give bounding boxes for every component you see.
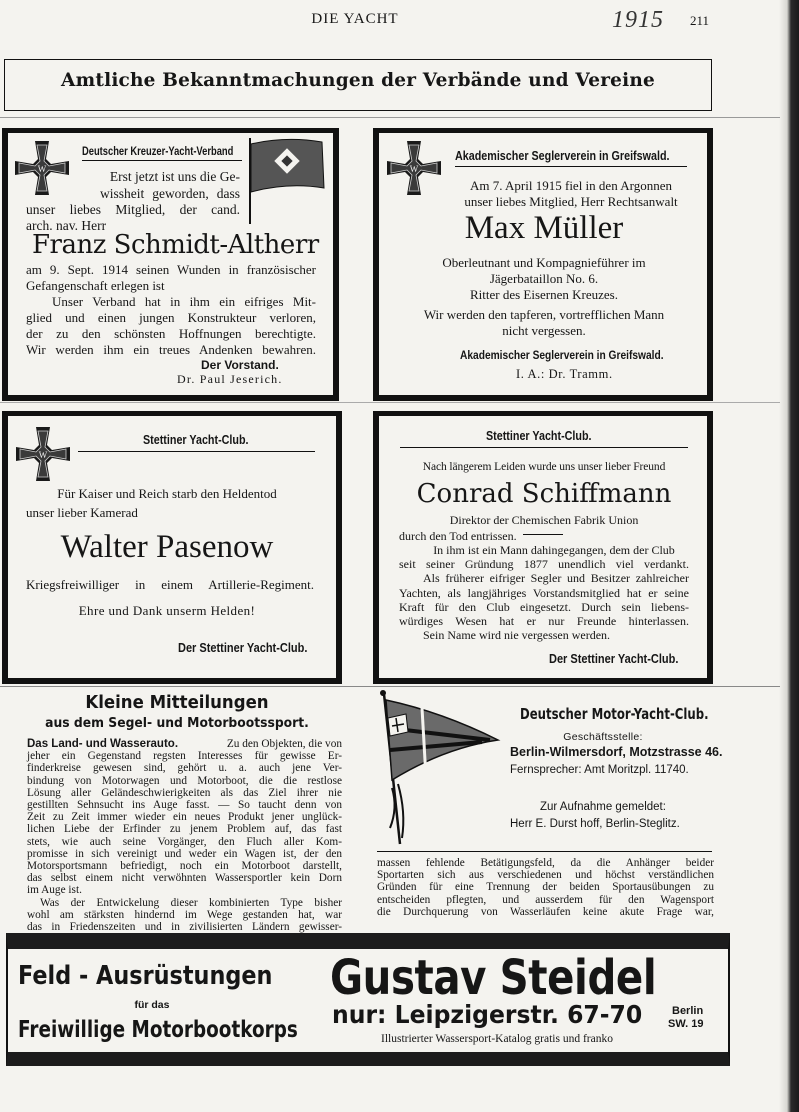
cross-letter: W — [38, 450, 48, 460]
notice-schiffmann-body-7: Sein Name wird nie vergessen werden. — [423, 628, 611, 642]
notice-schiffmann-org-rule — [400, 447, 688, 448]
notice-schmidt-body-1: Gefangenschaft erlegen ist — [26, 278, 165, 293]
advert-left-mid: für das — [134, 999, 170, 1011]
notice-schmidt-body-5: Wir werden ihm ein treues Andenken bewahren. — [26, 342, 316, 357]
notice-pasenow-body1: Kriegsfreiwilliger in einem Artillerie-Regiment. — [26, 577, 314, 592]
article-line-13: Was der Entwickelung dieser kombinierten Type bisher — [40, 896, 342, 909]
notice-mueller-intro-0: Am 7. April 1915 fiel in den Argonnen — [470, 178, 672, 193]
article-line-3: bindung von Motorwagen und Motorboot, die die restlose — [27, 774, 342, 787]
advert-left-top: Feld - Ausrüstungen — [18, 961, 273, 991]
notice-mueller-body-3: Wir werden den tapferen, vortrefflichen Mann — [423, 307, 665, 322]
advert-address: nur: Leipzigerstr. 67-70 — [332, 1000, 643, 1029]
advert-city-1: Berlin — [672, 1005, 704, 1017]
article-line-4: Lösung aller Geländeschwierigkeiten als das Ziel ihrer nie — [27, 786, 342, 799]
club-phone: Fernsprecher: Amt Moritzpl. 11740. — [510, 764, 689, 776]
club-pennant-icon — [246, 134, 326, 226]
notice-mueller-sign2: I. A.: Dr. Tramm. — [516, 367, 613, 381]
notice-schmidt-body-0: am 9. Sept. 1914 seinen Wunden in französischer — [26, 262, 316, 277]
notice-pasenow-org-rule — [78, 451, 315, 452]
article-line-15: das in Friedenszeiten und in zivilisierten Ländern gewisser- — [27, 921, 342, 933]
notice-schiffmann-body-6: würdiges Wesen hat er nur Freunde hinterlassen. — [399, 614, 689, 628]
notice-pasenow-intro-0: Für Kaiser und Reich starb den Heldentod — [57, 486, 277, 501]
notice-schmidt-sign1: Der Vorstand. — [201, 358, 279, 372]
notice-schmidt-line3: unser liebes Mitglied, der cand. — [26, 202, 240, 217]
article-line-0: Zu den Objekten, die von — [226, 738, 342, 750]
notice-mueller-body-2: Ritter des Eisernen Kreuzes. — [469, 287, 618, 302]
notice-schiffmann-org: Stettiner Yacht-Club. — [486, 429, 592, 443]
notice-mueller-sign1: Akademischer Seglerverein in Greifswald. — [460, 348, 664, 362]
article-subtitle: aus dem Segel- und Motorbootssport. — [45, 716, 309, 731]
article-heading: Das Land- und Wasserauto. — [27, 738, 179, 750]
club-name: Deutscher Motor-Yacht-Club. — [520, 705, 709, 723]
iron-cross-icon — [385, 139, 443, 197]
notice-schiffmann-sub-rule — [523, 534, 563, 535]
notice-mueller-org: Akademischer Seglerverein in Greifswald. — [455, 149, 670, 163]
notice-schiffmann-body-3: Als früherer eifriger Segler und Besitzer zahlreicher — [423, 571, 689, 585]
notice-mueller-name: Max Müller — [464, 210, 624, 246]
notice-schmidt-line2: wissheit geworden, dass — [100, 186, 240, 201]
notice-pasenow-body2: Ehre und Dank unserm Helden! — [78, 603, 256, 618]
article-line-5: gestillten Sehnsucht ins Auge fasst. — So taucht denn von — [27, 799, 342, 811]
continuation-line-0: massen fehlende Betätigungsfeld, da die Anhänger beider — [377, 857, 714, 869]
page-number: 211 — [690, 13, 710, 28]
continuation-line-3: entscheiden pflegten, und ausserdem für den Wagensport — [377, 893, 714, 906]
notice-schiffmann-body-2: seit seiner Gründung 1877 unendlich viel verdankt. — [399, 557, 689, 571]
notice-schiffmann-name: Conrad Schiffmann — [416, 479, 672, 509]
club-address: Berlin-Wilmersdorf, Motzstrasse 46. — [510, 745, 723, 759]
notice-pasenow-sign: Der Stettiner Yacht-Club. — [178, 641, 308, 655]
notice-schiffmann-body-4: Yachten, als langjähriges Vorstandsmitglied hat er seine — [399, 586, 689, 600]
club-office-label: Geschäftsstelle: — [563, 731, 643, 743]
notice-schiffmann-body-0: durch den Tod entrissen. — [399, 529, 517, 543]
divider-middle — [0, 402, 780, 403]
divider-top — [0, 117, 780, 118]
notice-mueller-body-0: Oberleutnant und Kompagnieführer im — [442, 255, 646, 270]
continuation-line-2: Gründen für eine Trennung der beiden Sportausübungen zu — [377, 881, 714, 894]
cross-letter: W — [37, 164, 47, 174]
article-title: Kleine Mitteilungen — [85, 692, 269, 713]
continuation-line-1: Sportarten sich aus verschiedenen und höchst verständlichen — [377, 869, 714, 882]
handwritten-year: 1915 — [612, 7, 664, 33]
iron-cross-icon — [13, 139, 71, 197]
notice-schiffmann-body-1: In ihm ist ein Mann dahingegangen, dem der Club — [433, 543, 675, 557]
article-line-14: wohl am stärksten hindernd im Wege gestanden hat, war — [27, 908, 342, 921]
advert-city-2: SW. 19 — [668, 1018, 704, 1030]
notice-pasenow-org: Stettiner Yacht-Club. — [143, 433, 249, 447]
notice-schmidt-sign2: Dr. Paul Jeserich. — [177, 372, 283, 386]
notice-schmidt-body-2: Unser Verband hat in ihm ein eifriges Mit- — [52, 294, 316, 309]
notice-schiffmann-sign: Der Stettiner Yacht-Club. — [549, 652, 679, 666]
cross-letter: W — [409, 164, 419, 174]
advert-left-bottom: Freiwillige Motorbootkorps — [18, 1017, 298, 1043]
advert-catalog: Illustrierter Wassersport-Katalog gratis und franko — [381, 1033, 613, 1045]
notice-schiffmann-sub: Direktor der Chemischen Fabrik Union — [449, 513, 639, 527]
notice-schmidt-body-3: glied und einen jungen Konstrukteur verloren, — [26, 310, 316, 325]
continuation-line-4: die Durchquerung von Wasserläufen keine akute Frage war, — [377, 905, 714, 918]
notice-mueller-body-4: nicht vergessen. — [502, 323, 586, 338]
notice-pasenow-name: Walter Pasenow — [60, 529, 274, 565]
article-line-10: Motorsportsmann befriedigt, noch ein Motorboot darstellt, — [27, 860, 342, 872]
notice-pasenow-intro-1: unser lieber Kamerad — [26, 505, 138, 520]
club-admission-label: Zur Aufnahme gemeldet: — [540, 801, 666, 813]
article-line-9: promisse in sich vereinigt und weder ein Wagen ist, der den — [27, 847, 342, 860]
club-rule — [377, 851, 712, 852]
club-member: Herr E. Durst hoff, Berlin-Steglitz. — [510, 818, 680, 830]
divider-article — [0, 686, 780, 687]
article-line-12: im Auge ist. — [27, 884, 82, 897]
notice-mueller-body-1: Jägerbataillon No. 6. — [489, 271, 599, 286]
club-flag-icon — [372, 688, 502, 848]
page-binding-edge — [779, 0, 799, 1112]
section-title: Amtliche Bekanntmachungen der Verbände und Vereine — [61, 70, 655, 91]
iron-cross-icon — [14, 425, 72, 483]
article-line-2: finderkreise gewesen sind, gehört u. a. auch jene Ver- — [27, 762, 342, 775]
notice-mueller-org-rule — [455, 166, 687, 167]
article-line-11: das selbst einem nicht verwöhnten Wassersportler kein Dorn — [27, 872, 342, 885]
notice-schmidt-line4: arch. nav. Herr — [26, 218, 107, 233]
article-line-8: stets, wie auch seine Vorgänger, den Fluch aller Kom- — [27, 835, 342, 848]
notice-schmidt-line1: Erst jetzt ist uns die Ge- — [109, 169, 240, 184]
notice-schmidt-name: Franz Schmidt-Altherr — [32, 230, 319, 260]
notice-schmidt-org: Deutscher Kreuzer-Yacht-Verband — [82, 144, 234, 158]
notice-schiffmann-intro: Nach längerem Leiden wurde uns unser lieber Freund — [422, 461, 666, 473]
article-line-7: lichen Liebe der Erfinder zu jenem Problem auf, das fast — [27, 823, 342, 836]
notice-schmidt-org-rule — [82, 160, 242, 161]
article-line-1: jeher ein Gegenstand regsten Interesses für gewisse Er- — [27, 750, 342, 763]
notice-mueller-intro-1: unser liebes Mitglied, Herr Rechtsanwalt — [464, 194, 678, 209]
magazine-header: DIE YACHT — [311, 11, 399, 27]
article-line-6: Zeit zu Zeit immer wieder ein neues Produkt jener unglück- — [27, 811, 342, 824]
advert-brand: Gustav Steidel — [330, 950, 657, 1006]
notice-schiffmann-body-5: Kraft für den Club eingesetzt. Durch sein liebens- — [399, 600, 689, 614]
notice-schmidt-body-4: der zu den schönsten Hoffnungen berechtigte. — [26, 326, 316, 341]
